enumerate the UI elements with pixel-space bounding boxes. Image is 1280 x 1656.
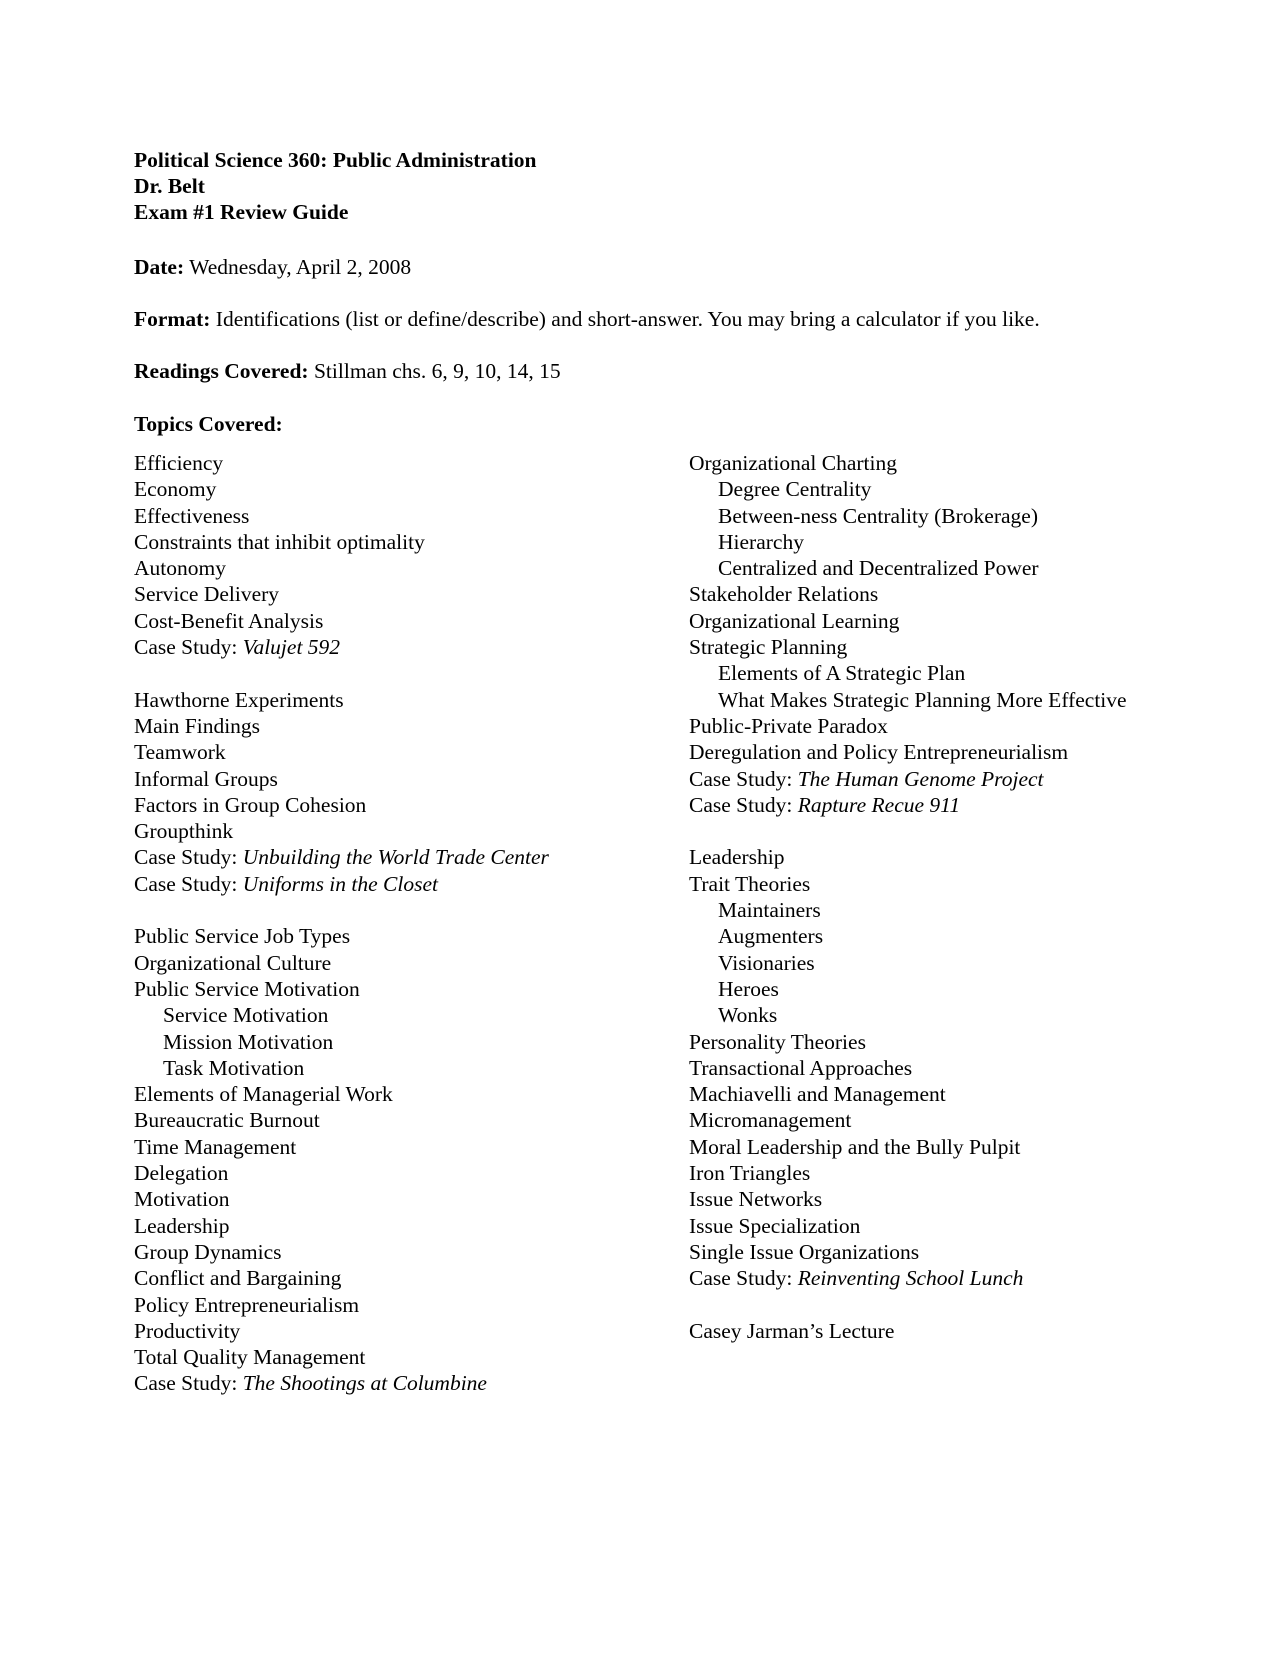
topic-text: Case Study:: [134, 845, 243, 870]
section-spacer: [689, 1292, 1127, 1318]
topic-item: [689, 608, 1127, 634]
topic-subitem: [689, 660, 1127, 686]
readings-covered: [134, 358, 561, 384]
topic-item: [134, 1107, 549, 1133]
topics-heading: Topics Covered:: [134, 412, 283, 436]
topic-item: [134, 1239, 549, 1265]
topic-text: Issue Networks: [689, 1187, 823, 1212]
topic-item: [689, 844, 1127, 870]
topic-item: [134, 792, 549, 818]
topic-text: Time Management: [134, 1134, 297, 1159]
topic-item: [134, 581, 549, 607]
instructor-name: Dr. Belt: [134, 174, 205, 198]
topic-text: Factors in Group Cohesion: [134, 792, 367, 817]
topic-item: [134, 634, 549, 660]
topics-right-column: [689, 450, 1127, 1344]
topic-text: Autonomy: [134, 556, 226, 581]
topic-text: Elements of Managerial Work: [134, 1082, 393, 1107]
topic-subitem: [134, 1002, 549, 1028]
topic-item: [134, 529, 549, 555]
topic-item: [134, 818, 549, 844]
topic-item: [134, 1213, 549, 1239]
topic-text: Between-ness Centrality (Brokerage): [718, 503, 1038, 528]
section-spacer: [134, 897, 549, 923]
topic-text: Maintainers: [718, 898, 821, 923]
topic-text: Degree Centrality: [718, 477, 872, 502]
topic-item: [134, 1265, 549, 1291]
topic-text: Economy: [134, 477, 217, 502]
topic-text: Public Service Motivation: [134, 976, 360, 1001]
topic-item: [134, 476, 549, 502]
topics-left-column: [134, 450, 549, 1397]
topic-text: Efficiency: [134, 451, 224, 475]
topic-item: [689, 1186, 1127, 1212]
case-study-title: Rapture Recue 911: [797, 792, 961, 817]
topic-subitem: [689, 555, 1127, 581]
topic-text: Public Service Job Types: [134, 924, 351, 949]
topic-item: [689, 871, 1127, 897]
topic-text: Delegation: [134, 1161, 229, 1186]
topic-text: Micromanagement: [689, 1108, 852, 1133]
topic-text: Organizational Culture: [134, 950, 332, 975]
case-study-title: Uniforms in the Closet: [242, 871, 438, 896]
topic-item: [689, 1239, 1127, 1265]
case-study-title: Reinventing School Lunch: [797, 1266, 1024, 1291]
topic-item: [689, 713, 1127, 739]
topic-text: Effectiveness: [134, 503, 250, 528]
topic-item: [134, 503, 549, 529]
format-value: Identifications (list or define/describe) and short-answer. You may bring a calculator if you like.: [215, 307, 1040, 331]
case-study-title: Unbuilding the World Trade Center: [242, 845, 549, 870]
case-study-title: The Shootings at Columbine: [242, 1371, 487, 1396]
topic-subitem: [689, 1002, 1127, 1028]
topic-item: [134, 608, 549, 634]
topic-text: Service Delivery: [134, 582, 280, 607]
topic-subitem: [689, 897, 1127, 923]
topic-text: Organizational Charting: [689, 451, 897, 475]
topic-text: Issue Specialization: [689, 1213, 861, 1238]
topic-subitem: [689, 923, 1127, 949]
topic-item: [689, 739, 1127, 765]
topic-text: Informal Groups: [134, 766, 278, 791]
topic-item: [689, 581, 1127, 607]
topic-item: [134, 976, 549, 1002]
readings-value: Stillman chs. 6, 9, 10, 14, 15: [313, 359, 561, 383]
topic-text: Personality Theories: [689, 1029, 866, 1054]
guide-title: Exam #1 Review Guide: [134, 200, 349, 224]
topic-item: [689, 1055, 1127, 1081]
exam-date: [134, 254, 411, 280]
topic-text: Centralized and Decentralized Power: [718, 556, 1039, 581]
topic-item: [134, 1186, 549, 1212]
topic-text: Case Study:: [689, 766, 798, 791]
topic-text: Hierarchy: [718, 529, 804, 554]
topic-text: Augmenters: [718, 924, 824, 949]
topic-item: [134, 766, 549, 792]
topic-item: [134, 1292, 549, 1318]
topic-subitem: [689, 687, 1127, 713]
topic-item: [689, 634, 1127, 660]
topic-text: Constraints that inhibit optimality: [134, 529, 425, 554]
topic-item: [689, 1265, 1127, 1291]
topic-item: [689, 1029, 1127, 1055]
topic-text: Case Study:: [134, 1371, 243, 1396]
topic-text: Main Findings: [134, 713, 261, 738]
topic-text: Teamwork: [134, 740, 226, 765]
topic-item: [134, 1318, 549, 1344]
topic-item: [134, 1134, 549, 1160]
section-spacer: [134, 660, 549, 686]
topic-item: [689, 1134, 1127, 1160]
topic-text: Moral Leadership and the Bully Pulpit: [689, 1134, 1021, 1159]
topic-text: Heroes: [718, 976, 779, 1001]
topic-text: Mission Motivation: [163, 1029, 334, 1054]
topic-text: Transactional Approaches: [689, 1055, 913, 1080]
topic-text: Stakeholder Relations: [689, 582, 879, 607]
topic-text: Leadership: [689, 845, 785, 870]
topic-item: [134, 871, 549, 897]
topic-text: Elements of A Strategic Plan: [718, 661, 966, 686]
topic-item: [134, 450, 549, 476]
topic-item: [134, 923, 549, 949]
topic-text: What Makes Strategic Planning More Effective: [718, 687, 1127, 712]
readings-label: Readings Covered:: [134, 359, 309, 383]
topic-text: Organizational Learning: [689, 608, 900, 633]
topic-text: Case Study:: [689, 1266, 798, 1291]
topic-text: Cost-Benefit Analysis: [134, 608, 324, 633]
topic-text: Motivation: [134, 1187, 230, 1212]
topic-text: Casey Jarman’s Lecture: [689, 1318, 895, 1343]
case-study-title: Valujet 592: [242, 635, 341, 660]
topic-subitem: [689, 529, 1127, 555]
topic-text: Strategic Planning: [689, 635, 848, 660]
topic-text: Iron Triangles: [689, 1161, 811, 1186]
topic-item: [134, 1370, 549, 1396]
topic-item: [689, 766, 1127, 792]
topic-item: [134, 844, 549, 870]
date-label: Date:: [134, 255, 185, 279]
topic-item: [134, 687, 549, 713]
document-header: [134, 147, 537, 225]
topic-text: Case Study:: [134, 871, 243, 896]
section-spacer: [689, 818, 1127, 844]
topic-item: [134, 713, 549, 739]
topic-item: [134, 1081, 549, 1107]
exam-format: [134, 306, 1040, 332]
topic-subitem: [689, 976, 1127, 1002]
topic-item: [689, 1213, 1127, 1239]
topic-item: [689, 1107, 1127, 1133]
topic-subitem: [134, 1055, 549, 1081]
topic-subitem: [689, 476, 1127, 502]
topic-text: Bureaucratic Burnout: [134, 1108, 320, 1133]
topic-text: Wonks: [718, 1003, 778, 1028]
topic-text: Case Study:: [689, 792, 798, 817]
topic-text: Productivity: [134, 1318, 241, 1343]
topic-text: Groupthink: [134, 819, 234, 844]
topic-item: [134, 950, 549, 976]
topic-item: [689, 1318, 1127, 1344]
topic-text: Group Dynamics: [134, 1239, 282, 1264]
topic-item: [134, 555, 549, 581]
topic-item: [689, 1081, 1127, 1107]
date-value: Wednesday, April 2, 2008: [189, 255, 412, 279]
topic-text: Case Study:: [134, 635, 243, 660]
topic-item: [689, 792, 1127, 818]
topic-subitem: [689, 503, 1127, 529]
topic-text: Task Motivation: [163, 1055, 305, 1080]
topic-text: Hawthorne Experiments: [134, 687, 344, 712]
topic-item: [689, 1160, 1127, 1186]
topic-item: [689, 450, 1127, 476]
topic-text: Trait Theories: [689, 871, 811, 896]
topic-subitem: [689, 950, 1127, 976]
topic-text: Deregulation and Policy Entrepreneurialism: [689, 740, 1069, 765]
topic-text: Policy Entrepreneurialism: [134, 1292, 360, 1317]
topic-text: Public-Private Paradox: [689, 713, 888, 738]
topic-text: Machiavelli and Management: [689, 1082, 946, 1107]
topic-text: Single Issue Organizations: [689, 1239, 920, 1264]
topic-text: Total Quality Management: [134, 1345, 366, 1370]
case-study-title: The Human Genome Project: [797, 766, 1044, 791]
topic-item: [134, 1160, 549, 1186]
topic-item: [134, 1344, 549, 1370]
topic-subitem: [134, 1029, 549, 1055]
topic-item: [134, 739, 549, 765]
topic-text: Conflict and Bargaining: [134, 1266, 342, 1291]
topic-text: Leadership: [134, 1213, 230, 1238]
topic-text: Visionaries: [718, 950, 815, 975]
topic-text: Service Motivation: [163, 1003, 329, 1028]
format-label: Format:: [134, 307, 211, 331]
course-title: Political Science 360: Public Administration: [134, 148, 537, 172]
